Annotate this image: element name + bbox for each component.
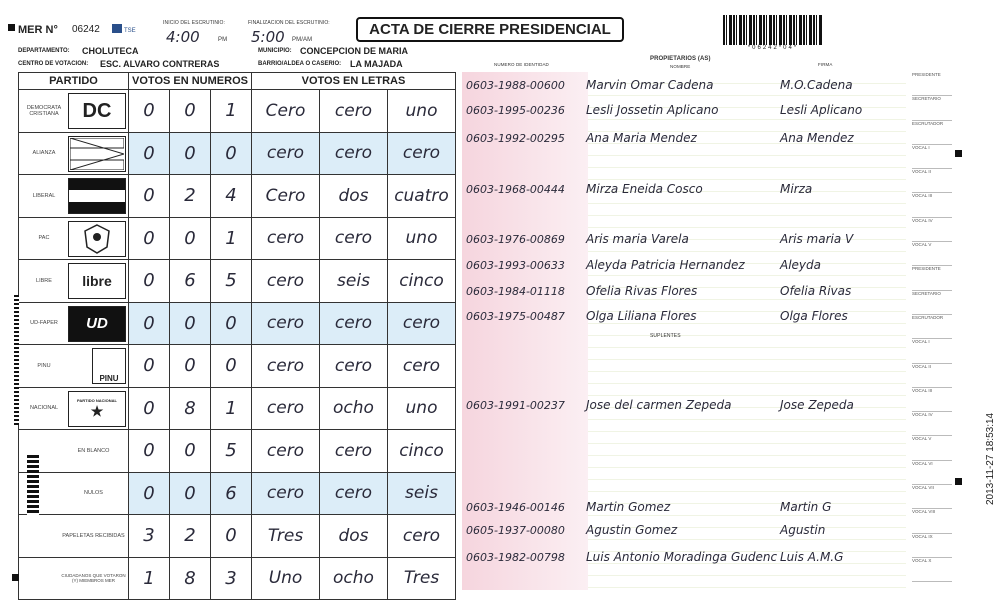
end-unit: PM/AM [292,37,313,43]
word: Cero [252,90,320,133]
party-name: PINU [37,362,51,369]
member-name: Jose del carmen Zepeda [586,398,732,412]
digit: 3 [211,557,252,600]
digit: 0 [170,302,211,345]
member-name: Lesli Jossetin Aplicano [586,103,719,117]
word: uno [388,90,456,133]
digit: 0 [211,515,252,558]
party-name: UD-FAPER [30,320,58,327]
barcode-number: *06242*04* [747,45,799,51]
word: cero [388,132,456,175]
mer-label: MER N° [18,24,58,36]
member-signature: Olga Flores [780,309,848,323]
digit: 0 [129,430,170,473]
barcode [723,15,823,45]
party-name: DEMOCRATA CRISTIANA [26,104,62,117]
word: uno [388,217,456,260]
role-label: VOCAL IV [912,218,952,242]
role-label: VOCAL I [912,339,952,363]
word: cinco [388,260,456,303]
tally-table [18,72,456,600]
member-row [466,284,852,298]
member-row [466,500,832,514]
word: cuatro [388,175,456,218]
member-signature: Luis A.M.G [780,550,844,564]
centro-label: CENTRO DE VOTACION: [18,61,89,67]
word: Uno [252,557,320,600]
word: ocho [320,387,388,430]
member-row [466,523,826,537]
special-label: PAPELETAS RECIBIDAS [19,515,129,558]
side-barcode [14,295,19,425]
party-row-dc [19,90,456,133]
word: Cero [252,175,320,218]
member-name: Mirza Eneida Cosco [586,182,703,196]
digit: 0 [170,472,211,515]
registration-mark [955,478,962,485]
digit: 0 [211,132,252,175]
member-signature: Ofelia Rivas [780,284,852,298]
nombre-label: NOMBRE [670,64,691,69]
word: cero [252,430,320,473]
word: cero [388,302,456,345]
member-signature: Mirza [780,182,813,196]
ud-logo-icon: UD [68,306,126,342]
word: cero [252,345,320,388]
party-name: PAC [38,235,50,242]
member-row [466,78,853,92]
role-label: SECRETARIO [912,291,952,315]
party-row-libre [19,260,456,303]
centro-value: ESC. ALVARO CONTRERAS [100,59,220,69]
role-label: VOCAL X [912,558,952,582]
member-name: Olga Liliana Flores [586,309,697,323]
word: dos [320,515,388,558]
departamento-value: CHOLUTECA [82,46,139,56]
party-name: LIBRE [36,277,52,284]
member-row [466,182,813,196]
member-name: Martin Gomez [586,500,671,514]
role-label: VOCAL VI [912,461,952,485]
role-label: VOCAL VII [912,485,952,509]
word: seis [320,260,388,303]
word: uno [388,387,456,430]
member-name: Luis Antonio Moradinga Gudenc [586,550,778,564]
member-signature: Aris maria V [780,232,854,246]
word: seis [388,472,456,515]
liberal-logo-icon [68,178,126,214]
party-name: ALIANZA [32,150,56,157]
word: cero [320,90,388,133]
digit: 4 [211,175,252,218]
word: cero [252,132,320,175]
end-time: 5:00 [251,28,285,46]
member-name: Marvin Omar Cadena [586,78,714,92]
member-row [466,232,854,246]
member-name: Aleyda Patricia Hernandez [586,258,745,272]
digit: 6 [211,472,252,515]
digit: 5 [211,430,252,473]
digit: 0 [129,90,170,133]
role-labels [912,72,952,582]
header-votos-numeros: VOTOS EN NUMEROS [129,73,252,90]
special-row-blanco [19,430,456,473]
party-name: NACIONAL [29,405,59,412]
role-label: SECRETARIO [912,96,952,120]
member-id: 0605-1937-00080 [466,524,565,537]
member-signature: Agustin [780,523,826,537]
pinu-logo-icon: PINU [92,348,126,384]
digit: 0 [170,430,211,473]
pac-logo-icon [68,221,126,257]
digit: 2 [170,175,211,218]
libre-logo-icon: libre [68,263,126,299]
alianza-logo-icon [68,136,126,172]
role-label: VOCAL VIII [912,509,952,533]
role-label: VOCAL V [912,436,952,460]
document-title: ACTA DE CIERRE PRESIDENCIAL [356,17,624,42]
member-id: 0603-1993-00633 [466,259,565,272]
member-signature: Ana Mendez [780,131,854,145]
word: cero [320,472,388,515]
digit: 0 [129,175,170,218]
special-label: CIUDADANOS QUE VOTARON (Y) MIEMBROS MER [19,557,129,600]
member-signature: M.O.Cadena [780,78,853,92]
digit: 1 [211,217,252,260]
logo-small-icon [110,22,152,36]
member-signature: Jose Zepeda [780,398,854,412]
role-label: VOCAL III [912,388,952,412]
member-row [466,131,854,145]
word: cero [320,430,388,473]
digit: 0 [170,345,211,388]
member-signature: Lesli Aplicano [780,103,863,117]
small-barcode [27,455,39,515]
digit: 0 [129,217,170,260]
word: ocho [320,557,388,600]
party-name: LIBERAL [32,192,56,199]
word: cinco [388,430,456,473]
special-row-papeletas [19,515,456,558]
nacional-star-icon: PARTIDO NACIONAL ★ [68,391,126,427]
word: Tres [252,515,320,558]
party-row-pac [19,217,456,260]
digit: 2 [170,515,211,558]
word: cero [320,345,388,388]
member-signature: Martin G [780,500,832,514]
role-label: PRESIDENTE [912,266,952,290]
digit: 3 [129,515,170,558]
role-label: VOCAL V [912,242,952,266]
digit: 5 [211,260,252,303]
role-label: VOCAL I [912,145,952,169]
word: cero [320,217,388,260]
end-label: FINALIZACION DEL ESCRUTINIO: [248,20,330,26]
member-id: 0603-1976-00869 [466,233,565,246]
member-id: 0603-1982-00798 [466,551,565,564]
party-row-liberal [19,175,456,218]
digit: 1 [211,387,252,430]
header-partido: PARTIDO [19,73,129,90]
word: cero [388,345,456,388]
svg-text:TSE: TSE [124,28,136,34]
member-id: 0603-1991-00237 [466,399,565,412]
propietarios-label: PROPIETARIOS (AS) [650,56,711,62]
digit: 6 [170,260,211,303]
party-row-pinu [19,345,456,388]
digit: 0 [170,217,211,260]
digit: 0 [170,90,211,133]
role-label: PRESIDENTE [912,72,952,96]
word: cero [252,217,320,260]
barrio-label: BARRIO/ALDEA O CASERIO: [258,61,342,67]
start-time: 4:00 [166,28,200,46]
header-votos-letras: VOTOS EN LETRAS [252,73,456,90]
dc-logo-icon: DC [68,93,126,129]
member-name: Ana Maria Mendez [586,131,697,145]
word: dos [320,175,388,218]
member-id: 0603-1946-00146 [466,501,565,514]
word: cero [252,472,320,515]
departamento-label: DEPARTAMENTO: [18,48,70,54]
digit: 1 [129,557,170,600]
digit: 0 [211,345,252,388]
municipio-value: CONCEPCION DE MARIA [300,46,409,56]
digit: 0 [129,260,170,303]
member-row [466,550,844,564]
role-label: VOCAL III [912,193,952,217]
member-id: 0603-1988-00600 [466,79,565,92]
special-label: EN BLANCO [19,430,129,473]
special-label: NULOS [19,472,129,515]
start-label: INICIO DEL ESCRUTINIO: [163,20,226,26]
digit: 8 [170,557,211,600]
digit: 0 [129,472,170,515]
digit: 0 [129,132,170,175]
member-row [466,103,863,117]
role-label: ESCRUTADOR [912,121,952,145]
member-row [466,309,848,323]
member-row [466,398,854,412]
digit: 0 [129,302,170,345]
word: Tres [388,557,456,600]
mer-number: 06242 [72,24,100,35]
role-label: VOCAL IX [912,534,952,558]
word: cero [252,302,320,345]
member-id: 0603-1968-00444 [466,183,565,196]
role-label: VOCAL II [912,364,952,388]
nacional-logo-text: PARTIDO NACIONAL [77,397,117,403]
word: cero [320,302,388,345]
special-row-nulos [19,472,456,515]
registration-mark [955,150,962,157]
word: cero [252,260,320,303]
member-name: Ofelia Rivas Flores [586,284,698,298]
word: cero [320,132,388,175]
party-row-alianza [19,132,456,175]
scan-timestamp: 2013-11-27 18:53:14 [985,412,996,505]
municipio-label: MUNICIPIO: [258,48,292,54]
suplentes-label: SUPLENTES [650,333,681,339]
role-label: ESCRUTADOR [912,315,952,339]
member-id: 0603-1995-00236 [466,104,565,117]
digit: 8 [170,387,211,430]
registration-mark [8,24,15,31]
firma-label: FIRMA [818,62,833,67]
start-unit: PM [218,37,228,43]
member-id: 0603-1992-00295 [466,132,565,145]
party-row-ud [19,302,456,345]
barrio-value: LA MAJADA [350,59,403,69]
role-label: VOCAL IV [912,412,952,436]
member-row [466,258,821,272]
registration-mark [12,574,19,581]
digit: 0 [129,345,170,388]
digit: 0 [211,302,252,345]
member-name: Agustin Gomez [586,523,678,537]
member-name: Aris maria Varela [586,232,689,246]
word: cero [388,515,456,558]
member-signature: Aleyda [780,258,821,272]
role-label: VOCAL II [912,169,952,193]
digit: 1 [211,90,252,133]
id-column-label: NUMERO DE IDENTIDAD [494,62,549,67]
member-id: 0603-1984-01118 [466,285,565,298]
party-row-nacional [19,387,456,430]
member-id: 0603-1975-00487 [466,310,565,323]
digit: 0 [129,387,170,430]
special-row-ciudadanos [19,557,456,600]
word: cero [252,387,320,430]
digit: 0 [170,132,211,175]
